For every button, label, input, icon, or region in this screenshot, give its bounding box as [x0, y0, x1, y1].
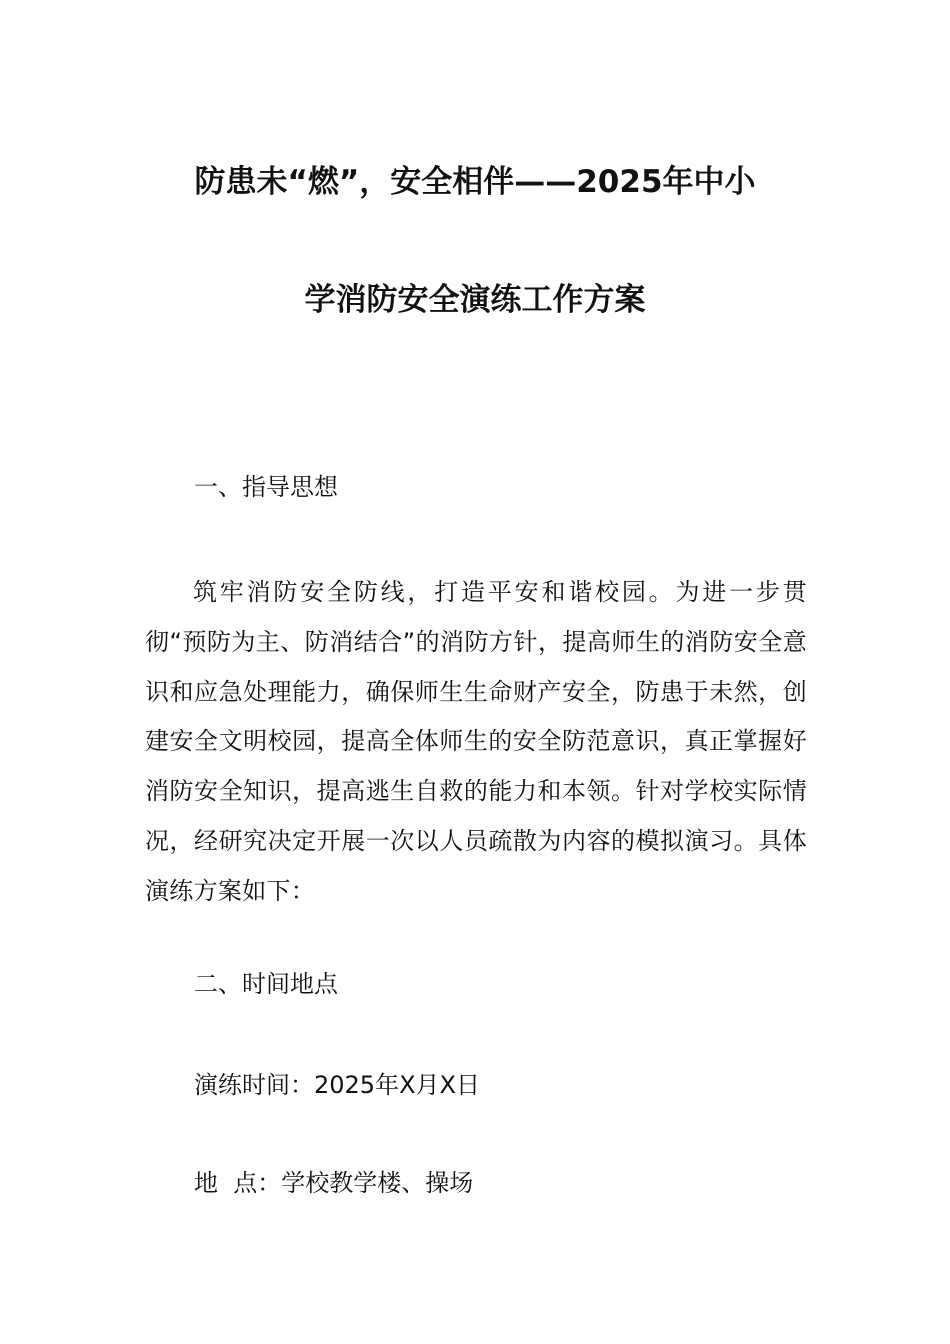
- document-title-line-1: 防患未“燃”，安全相伴——2025年中小: [194, 164, 756, 200]
- drill-time-text: 演练时间：2025年X月X日: [194, 1071, 480, 1099]
- section-heading-time-place: 二、时间地点: [194, 970, 338, 998]
- document-title-line-2: 学消防安全演练工作方案: [304, 282, 646, 318]
- section-heading-guiding-ideology: 一、指导思想: [194, 473, 338, 501]
- drill-place-text: 地 点：学校教学楼、操场: [194, 1169, 474, 1197]
- section-body-guiding-ideology: 筑牢消防安全防线，打造平安和谐校园。为进一步贯彻“预防为主、防消结合”的消防方针，提高师生的消防安全意识和应急处理能力，确保师生生命财产安全，防患于未然，创建安全文明校园，提高全体师生的安全防范意识，真正掌握好消防安全知识，提高逃生自救的能力和本领。针对学校实际情况，经研究决定开展一次以人员疏散为内容的模拟演习。具体演练方案如下：: [145, 578, 807, 905]
